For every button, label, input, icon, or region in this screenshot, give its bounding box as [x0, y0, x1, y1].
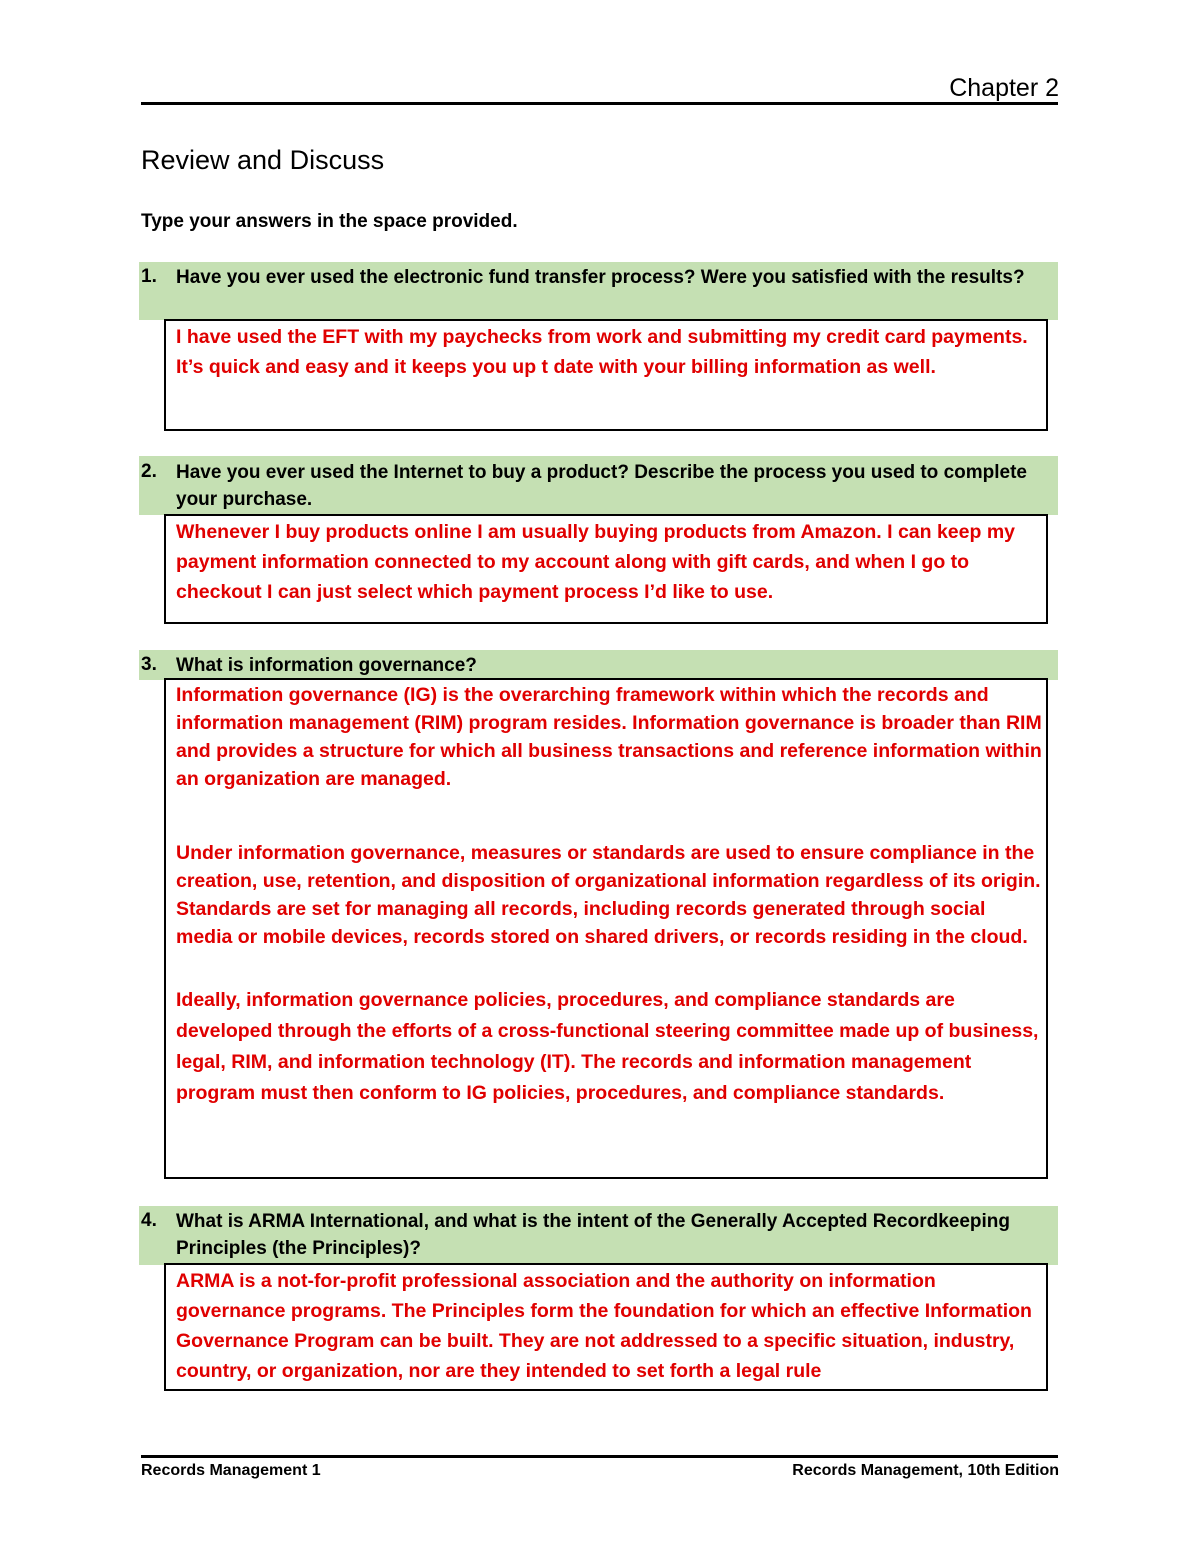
question-1-number: 1. — [141, 266, 157, 287]
question-2-text: Have you ever used the Internet to buy a product? Describe the process you used to complete your purchase. — [176, 462, 1027, 510]
footer-rule — [141, 1455, 1058, 1458]
question-3-number: 3. — [141, 654, 157, 675]
answer-2-paragraph: Whenever I buy products online I am usually buying products from Amazon. I can keep my payment information connected to my account along with gift cards, and when I go to checkout I can just select which payment process I’d like to use. — [176, 521, 1016, 603]
answer-4-text — [176, 1266, 1046, 1386]
header-rule — [141, 102, 1058, 105]
instruction-text: Type your answers in the space provided. — [141, 211, 518, 232]
answer-3-text — [176, 681, 1046, 1109]
section-title: Review and Discuss — [141, 145, 385, 175]
question-2-number: 2. — [141, 461, 157, 482]
chapter-heading: Chapter 2 — [949, 74, 1059, 102]
question-4-text: What is ARMA International, and what is the intent of the Generally Accepted Recordkeeping Principles (the Principles)? — [176, 1211, 1011, 1259]
answer-2-text — [176, 517, 1046, 607]
answer-3-paragraph-2: Under information governance, measures or standards are used to ensure compliance in the creation, use, retention, and disposition of organizational information regardless of its origin. Standards are set for managing all records, including records generated through social media or mobile devices, records stored on shared drivers, or records residing in the cloud. — [176, 842, 1041, 948]
answer-1-paragraph: I have used the EFT with my paychecks from work and submitting my credit card payments. It’s quick and easy and it keeps you up t date with your billing information as well. — [176, 326, 1028, 378]
footer-left: Records Management 1 — [141, 1462, 321, 1479]
question-4-number: 4. — [141, 1210, 157, 1231]
answer-1-text — [176, 322, 1046, 382]
answer-3-paragraph-3: Ideally, information governance policies, procedures, and compliance standards are developed through the efforts of a cross-functional steering committee made up of business, legal, RIM, and information technology (IT). The records and information management program must then conform to IG policies, procedures, and compliance standards. — [176, 989, 1039, 1104]
answer-3-paragraph-1: Information governance (IG) is the overarching framework within which the records and information management (RIM) program resides. Information governance is broader than RIM and provides a structure for which all business transactions and reference information within an organization are managed. — [176, 684, 1042, 790]
answer-4-paragraph: ARMA is a not-for-profit professional association and the authority on information governance programs. The Principles form the foundation for which an effective Information Governance Program can be built. They are not addressed to a specific situation, industry, country, or organization, nor are they intended to set forth a legal rule — [176, 1270, 1032, 1382]
footer-right: Records Management, 10th Edition — [792, 1462, 1059, 1479]
question-1-text: Have you ever used the electronic fund transfer process? Were you satisfied with the results? — [176, 267, 1025, 288]
question-3-text: What is information governance? — [176, 655, 477, 676]
